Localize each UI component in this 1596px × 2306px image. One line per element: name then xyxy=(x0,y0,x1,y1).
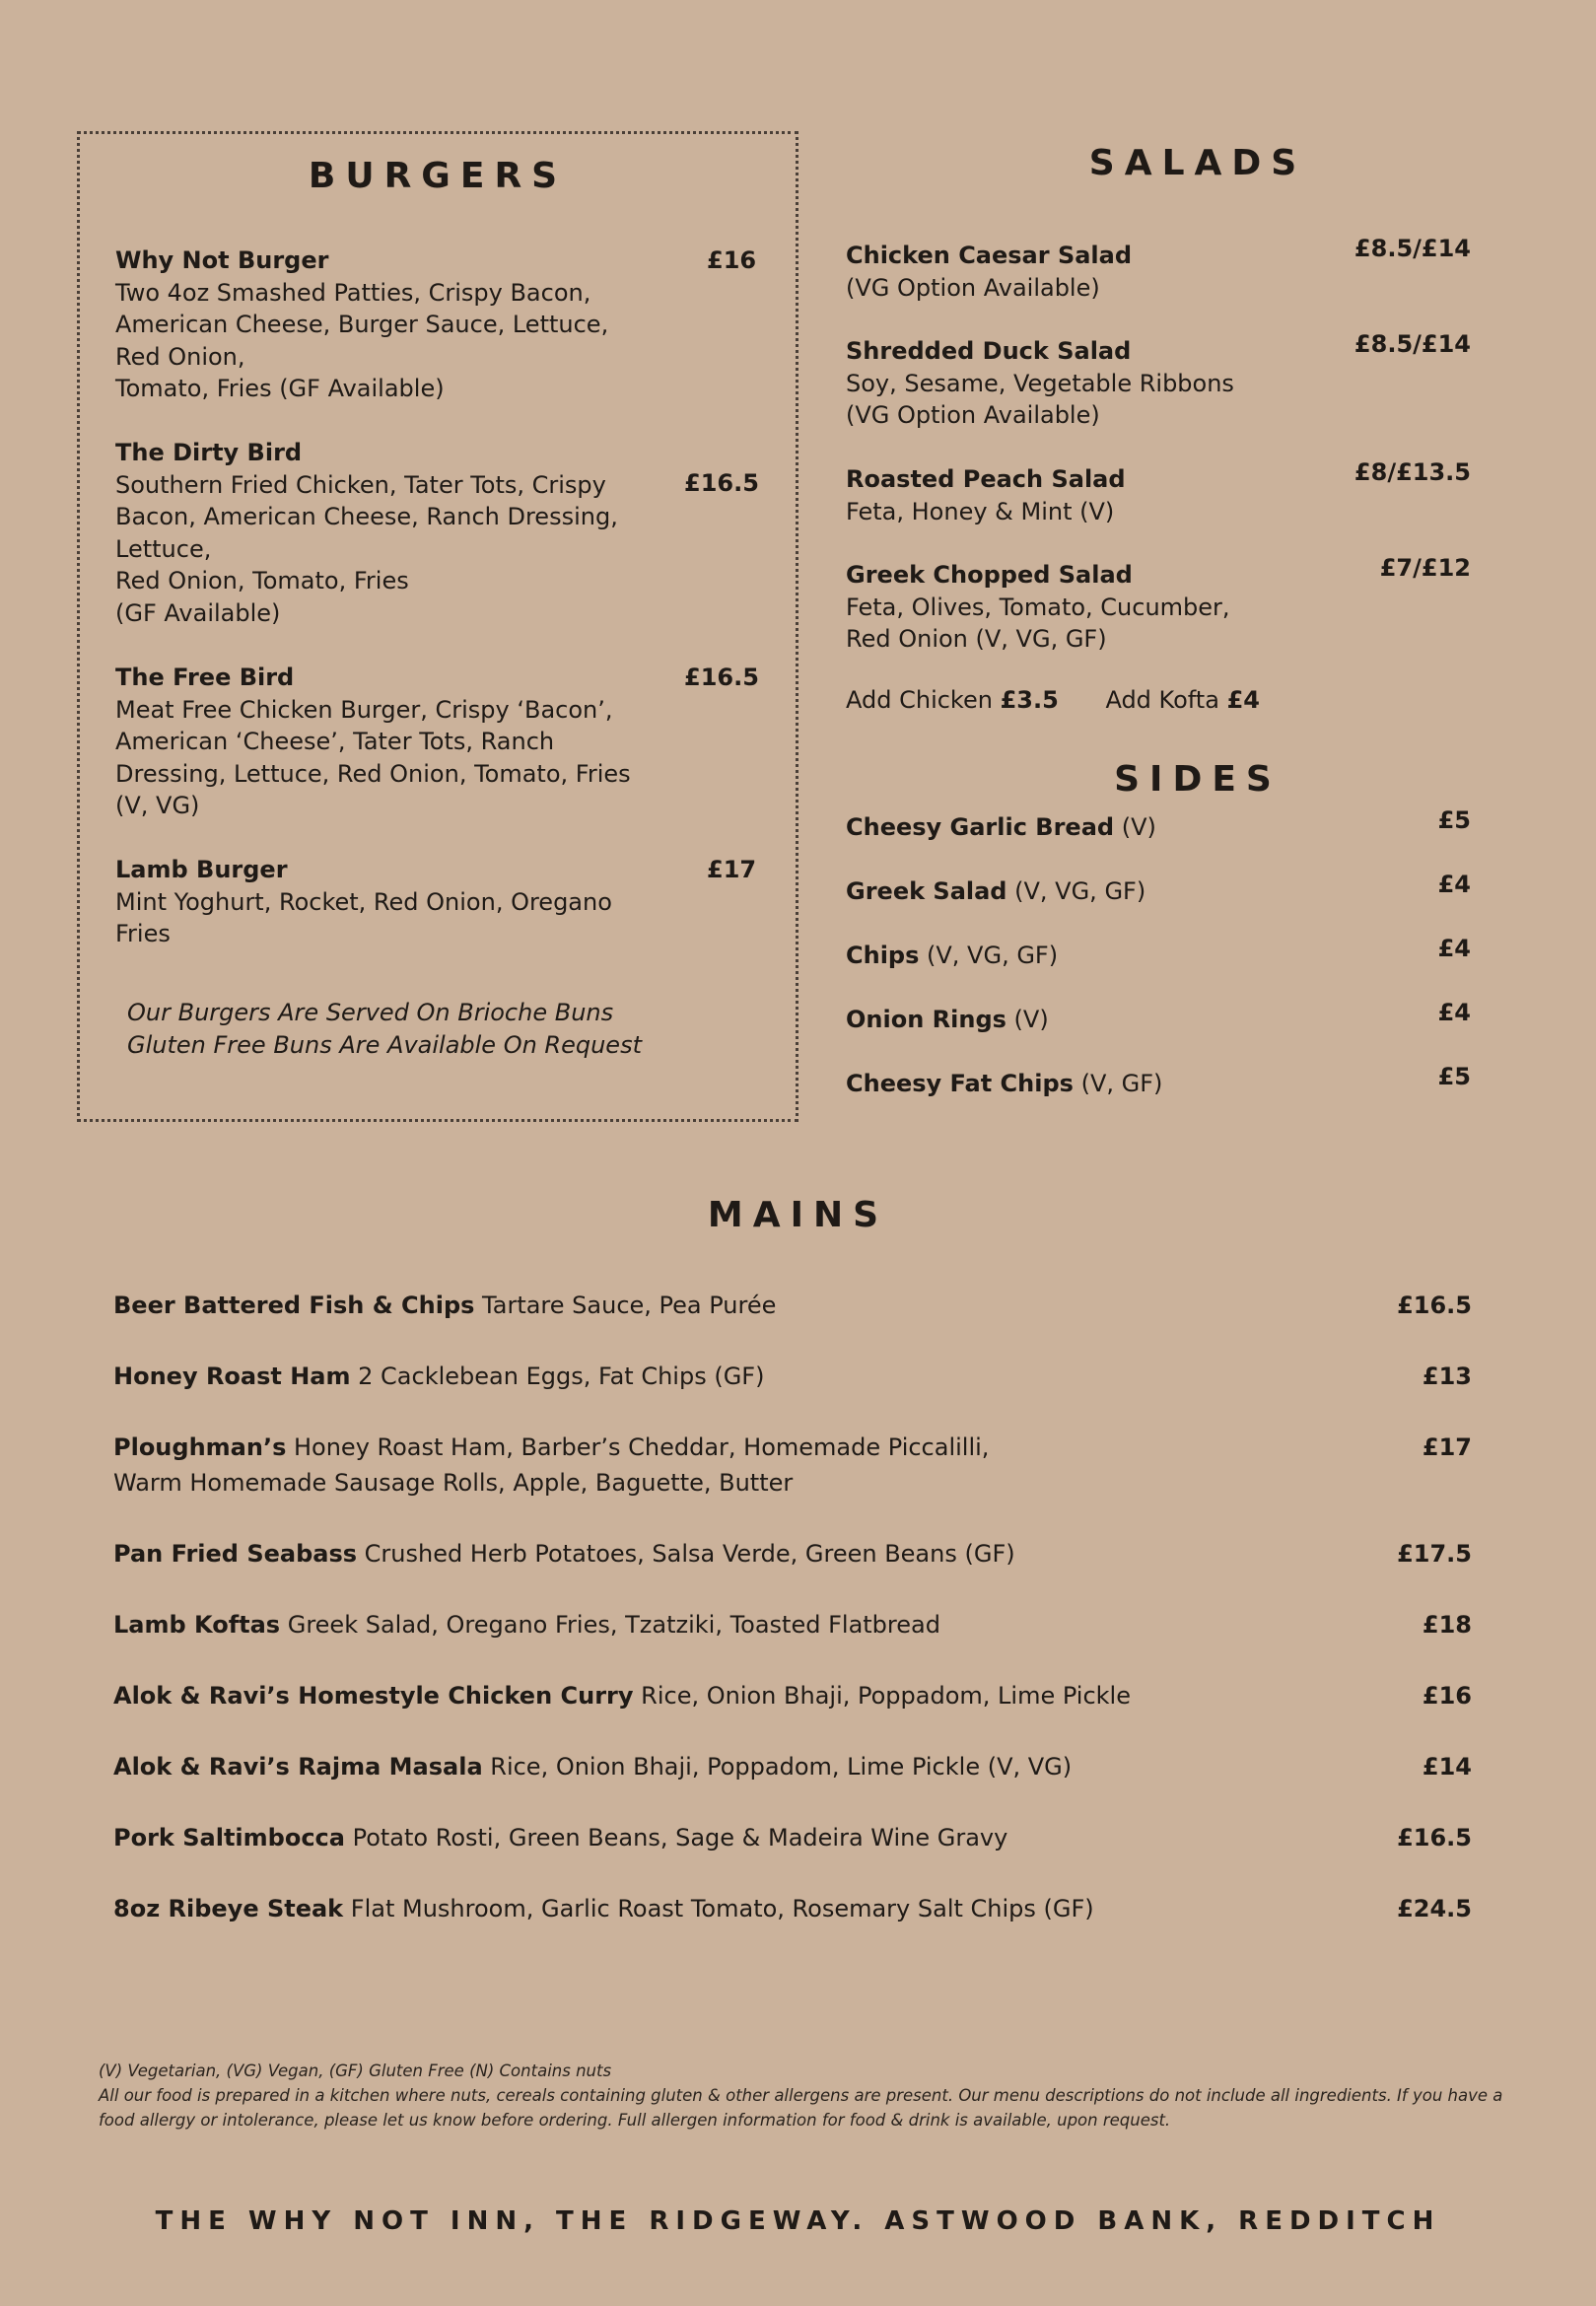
item-price: £8/£13.5 xyxy=(1353,458,1471,486)
side-item xyxy=(846,999,1471,1033)
sides-heading: SIDES xyxy=(1114,759,1282,800)
item-description: Tartare Sauce, Pea Purée xyxy=(474,1292,777,1319)
item-name: Lamb Burger xyxy=(115,856,288,883)
item-description: Rice, Onion Bhaji, Poppadom, Lime Pickle (V, VG) xyxy=(482,1753,1073,1781)
item-name: Roasted Peach Salad xyxy=(846,465,1126,493)
addon-price: £4 xyxy=(1226,686,1260,714)
main-item xyxy=(113,1359,1472,1394)
item-price: £13 xyxy=(1422,1363,1472,1390)
item-name: Greek Salad xyxy=(846,877,1007,905)
item-price: £16.5 xyxy=(1397,1824,1472,1852)
main-item xyxy=(113,1288,1472,1323)
main-item xyxy=(113,1430,1472,1501)
burger-note: Our Burgers Are Served On Brioche Buns Gluten Free Buns Are Available On Request xyxy=(127,999,642,1059)
salad-item xyxy=(846,235,1471,304)
item-description: Greek Salad, Oregano Fries, Tzatziki, Toasted Flatbread xyxy=(280,1611,940,1639)
item-description: Rice, Onion Bhaji, Poppadom, Lime Pickle xyxy=(633,1682,1131,1710)
item-description: Soy, Sesame, Vegetable Ribbons (VG Option Available) xyxy=(846,369,1234,429)
item-description: 2 Cacklebean Eggs, Fat Chips (GF) xyxy=(350,1363,765,1390)
item-price: £17 xyxy=(707,856,757,883)
item-tags: (V) xyxy=(1114,813,1156,841)
venue-address: THE WHY NOT INN, THE RIDGEWAY. ASTWOOD BANK, REDDITCH xyxy=(155,2206,1441,2236)
item-price: £16.5 xyxy=(684,469,759,497)
salads-heading: SALADS xyxy=(1088,143,1307,183)
burger-item xyxy=(115,854,756,950)
dietary-key: (V) Vegetarian, (VG) Vegan, (GF) Gluten Free (N) Contains nuts xyxy=(99,2061,612,2080)
item-price: £7/£12 xyxy=(1379,554,1471,582)
item-name: Ploughman’s xyxy=(113,1433,287,1461)
item-name: Pork Saltimbocca xyxy=(113,1824,345,1852)
item-name: Alok & Ravi’s Rajma Masala xyxy=(113,1753,483,1781)
item-description: Crushed Herb Potatoes, Salsa Verde, Green Beans (GF) xyxy=(357,1540,1015,1568)
item-description: Flat Mushroom, Garlic Roast Tomato, Rosemary Salt Chips (GF) xyxy=(343,1895,1094,1922)
main-item xyxy=(113,1891,1472,1926)
burger-item xyxy=(115,437,759,629)
item-description: Potato Rosti, Green Beans, Sage & Madeira Wine Gravy xyxy=(344,1824,1008,1852)
addon-chicken xyxy=(846,686,1059,714)
addon-price: £3.5 xyxy=(1000,686,1059,714)
item-description: Mint Yoghurt, Rocket, Red Onion, Oregano Fries xyxy=(115,887,612,947)
item-name: Pan Fried Seabass xyxy=(113,1540,358,1568)
item-description: Two 4oz Smashed Patties, Crispy Bacon, American Cheese, Burger Sauce, Lettuce, Red Onion, Tomato, Fries (GF Available) xyxy=(115,278,609,402)
allergen-footnote xyxy=(99,2059,1508,2132)
side-item xyxy=(846,806,1471,841)
item-name: Honey Roast Ham xyxy=(113,1363,351,1390)
item-name: 8oz Ribeye Steak xyxy=(113,1895,344,1922)
item-tags: (V) xyxy=(1006,1006,1049,1033)
item-price: £17.5 xyxy=(1397,1540,1472,1568)
salad-addons xyxy=(846,686,1299,714)
item-name: Chicken Caesar Salad xyxy=(846,242,1133,269)
item-price: £16.5 xyxy=(684,664,759,691)
main-item xyxy=(113,1536,1472,1572)
item-description: Honey Roast Ham, Barber’s Cheddar, Homemade Piccalilli, xyxy=(286,1433,990,1461)
item-price: £5 xyxy=(1437,1063,1471,1090)
item-name: Cheesy Fat Chips xyxy=(846,1070,1074,1097)
main-item xyxy=(113,1678,1472,1713)
item-price: £16 xyxy=(1422,1682,1472,1710)
item-name: The Dirty Bird xyxy=(115,439,303,466)
main-item xyxy=(113,1607,1472,1642)
burgers-heading: BURGERS xyxy=(308,156,568,196)
item-description: Meat Free Chicken Burger, Crispy ‘Bacon’, American ‘Cheese’, Tater Tots, Ranch Dressing, Lettuce, Red Onion, Tomato, Fries (V, VG) xyxy=(115,695,631,819)
item-name: Why Not Burger xyxy=(115,246,329,274)
item-tags: (V, VG, GF) xyxy=(919,942,1059,969)
item-description: Feta, Honey & Mint (V) xyxy=(846,497,1115,525)
burgers-section xyxy=(77,131,798,1122)
item-name: Shredded Duck Salad xyxy=(846,337,1132,365)
mains-heading: MAINS xyxy=(707,1195,889,1235)
item-price: £4 xyxy=(1437,935,1471,962)
item-name: Beer Battered Fish & Chips xyxy=(113,1292,475,1319)
item-price: £17 xyxy=(1422,1433,1472,1461)
item-price: £4 xyxy=(1437,999,1471,1026)
item-price: £8.5/£14 xyxy=(1353,330,1471,358)
item-name: Lamb Koftas xyxy=(113,1611,281,1639)
item-name: Alok & Ravi’s Homestyle Chicken Curry xyxy=(113,1682,634,1710)
main-item xyxy=(113,1749,1472,1784)
salad-item xyxy=(846,330,1471,432)
salad-item xyxy=(846,458,1471,527)
item-description: Feta, Olives, Tomato, Cucumber, Red Onion (V, VG, GF) xyxy=(846,593,1230,653)
burger-item xyxy=(115,245,756,405)
salad-item xyxy=(846,554,1471,656)
item-tags: (V, VG, GF) xyxy=(1006,877,1146,905)
item-price: £24.5 xyxy=(1397,1895,1472,1922)
item-description: (VG Option Available) xyxy=(846,273,1100,302)
main-item xyxy=(113,1820,1472,1855)
item-price: £16.5 xyxy=(1397,1292,1472,1319)
item-price: £18 xyxy=(1422,1611,1472,1639)
item-price: £16 xyxy=(707,246,757,274)
burger-item xyxy=(115,662,759,822)
item-name: Chips xyxy=(846,942,920,969)
side-item xyxy=(846,871,1471,905)
side-item xyxy=(846,935,1471,969)
item-tags: (V, GF) xyxy=(1073,1070,1163,1097)
item-price: £5 xyxy=(1437,806,1471,834)
item-name: The Free Bird xyxy=(115,664,295,691)
item-description: Southern Fried Chicken, Tater Tots, Crispy Bacon, American Cheese, Ranch Dressing, Lettuce, Red Onion, Tomato, Fries (GF Available) xyxy=(115,470,618,627)
item-name: Cheesy Garlic Bread xyxy=(846,813,1115,841)
item-description-line2: Warm Homemade Sausage Rolls, Apple, Baguette, Butter xyxy=(113,1469,794,1497)
side-item xyxy=(846,1063,1471,1097)
addon-label: Add Kofta xyxy=(1105,686,1219,714)
item-price: £8.5/£14 xyxy=(1353,235,1471,262)
item-price: £4 xyxy=(1437,871,1471,898)
addon-label: Add Chicken xyxy=(846,686,993,714)
item-price: £14 xyxy=(1422,1753,1472,1781)
item-name: Onion Rings xyxy=(846,1006,1006,1033)
addon-kofta xyxy=(1105,686,1260,714)
item-name: Greek Chopped Salad xyxy=(846,561,1133,589)
allergen-statement: All our food is prepared in a kitchen where nuts, cereals containing gluten & other allergens are present. Our menu descriptions do not include all ingredients. If you have a food allergy or intolerance, please let us know before ordering. Full allergen information for food & drink is available, upon request. xyxy=(99,2086,1503,2130)
